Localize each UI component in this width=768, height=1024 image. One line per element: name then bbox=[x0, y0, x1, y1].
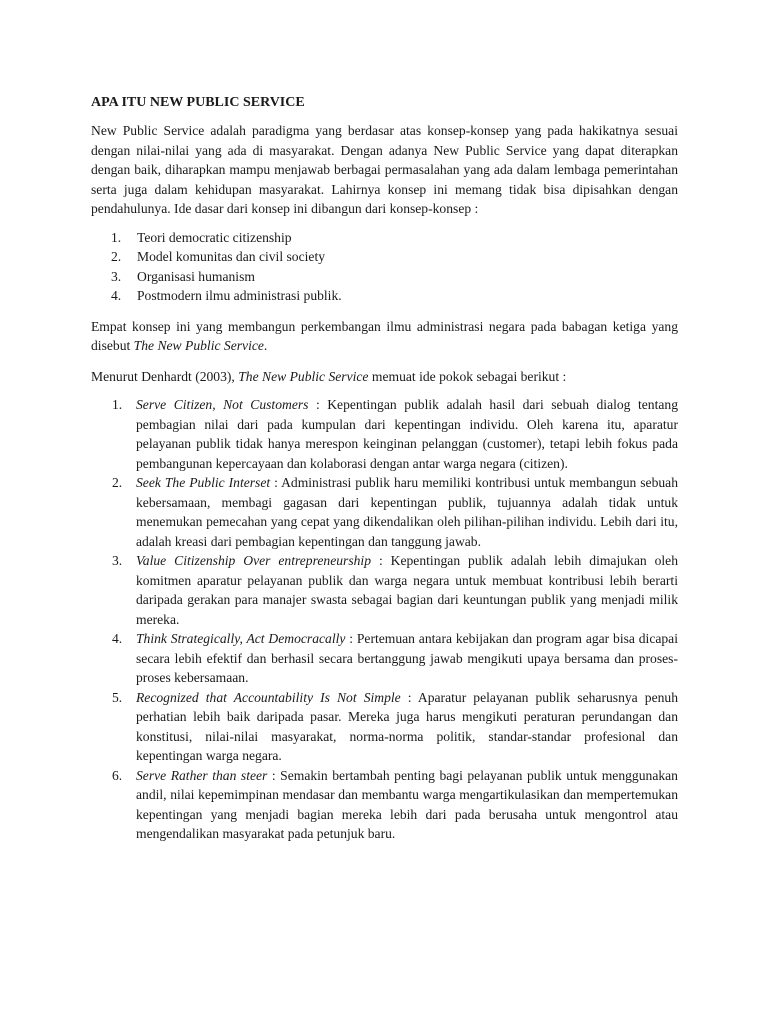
idea-body: : Aparatur pelayanan publik seharusnya penuh perhatian lebih baik daripada pasar. Mereka juga harus mengikuti peraturan perundangan dan konstitusi, nilai-nilai masyarakat, norma-norma politik, standar-standar profesional dan kepentingan warga negara. bbox=[136, 689, 679, 763]
page-title: APA ITU NEW PUBLIC SERVICE bbox=[91, 95, 305, 110]
paragraph-four-concepts bbox=[91, 317, 678, 356]
idea-body: : Kepentingan publik adalah hasil dari sebuah dialog tentang pembagian nilai dari pada kumpulan dari kepentingan individu. Oleh karena itu, aparatur pelayanan publik tidak hanya merespon keinginan pelanggan (customer), tetapi lebih fokus pada pembangunan kepercayaan dan kolaborasi dengan antar warga negara (citizen). bbox=[136, 397, 678, 471]
list-item bbox=[91, 395, 678, 473]
list-item bbox=[91, 473, 678, 551]
para2-end: . bbox=[263, 338, 268, 353]
idea-heading: Serve Rather than steer bbox=[136, 767, 268, 783]
list-item bbox=[91, 267, 678, 287]
idea-heading: Recognized that Accountability Is Not Simple bbox=[136, 689, 401, 705]
list-item bbox=[91, 551, 678, 629]
idea-heading: Value Citizenship Over entrepreneurship bbox=[136, 553, 371, 568]
para3-italic: The New Public Service bbox=[238, 368, 369, 384]
para3-text: Menurut Denhardt (2003), bbox=[91, 368, 239, 384]
idea-body: : Kepentingan publik adalah lebih dimajukan oleh komitmen aparatur pelayanan publik dan warga negara untuk membuat kontribusi lebih berarti daripada gerakan para manajer swasta sebagai bagian dari keuntungan publik yang menjadi milik mereka. bbox=[136, 553, 678, 627]
list-item-number: 2. bbox=[112, 475, 123, 490]
idea-heading: Think Strategically, Act Democracally bbox=[136, 631, 346, 646]
list-item bbox=[91, 247, 678, 267]
concept-list bbox=[91, 228, 678, 306]
list-item-text: Model komunitas dan civil society bbox=[137, 249, 326, 264]
para2-italic: The New Public Service bbox=[133, 338, 264, 353]
list-item-number: 1. bbox=[112, 397, 123, 412]
ideas-list bbox=[91, 395, 678, 844]
list-item-number: 3. bbox=[111, 268, 122, 284]
list-item-text: Teori democratic citizenship bbox=[137, 229, 292, 245]
list-item bbox=[91, 286, 678, 306]
para3-end: memuat ide pokok sebagai berikut : bbox=[368, 368, 567, 384]
list-item bbox=[91, 688, 678, 766]
list-item-number: 4. bbox=[111, 288, 122, 303]
list-item bbox=[91, 629, 678, 688]
list-item bbox=[91, 766, 678, 844]
paragraph-denhardt bbox=[91, 367, 678, 387]
idea-heading: Seek The Public Interset bbox=[136, 475, 271, 490]
list-item-number: 2. bbox=[111, 249, 122, 264]
intro-paragraph: New Public Service adalah paradigma yang berdasar atas konsep-konsep yang pada hakikatnya sesuai dengan nilai-nilai yang ada di masyarakat. Dengan adanya New Public Service yang dapat diterapkan dengan baik, diharapkan mampu menjawab berbagai permasalahan yang ada dalam lembaga pemerintahan serta juga dalam kehidupan masyarakat. Lahirnya konsep ini memang tidak bisa dipisahkan dengan pendahulunya. Ide dasar dari konsep ini dibangun dari konsep-konsep : bbox=[91, 123, 678, 216]
idea-body: : Administrasi publik haru memiliki kontribusi untuk membangun sebuah kebersamaan, membagi gagasan dari kepentingan publik, tujuannya adalah tidak untuk menemukan pemecahan yang cepat yang dikendalikan oleh pilihan-pilihan individu. Lebih dari itu, adalah kreasi dari pembagian kepentingan dan tanggung jawab. bbox=[136, 475, 678, 549]
list-item-number: 5. bbox=[112, 689, 123, 705]
list-item-text: Organisasi humanism bbox=[137, 268, 255, 284]
para2-text: Empat konsep ini yang membangun perkembangan ilmu administrasi negara pada babagan ketiga yang disebut bbox=[91, 318, 678, 353]
list-item-number: 3. bbox=[112, 553, 123, 568]
idea-body: : Semakin bertambah penting bagi pelayanan publik untuk menggunakan andil, nilai kepemimpinan mendasar dan membantu warga mengartikulasikan dan mempertemukan kepentingan yang menjadi bagian mereka lebih dari pada berusaha untuk mengontrol atau mengendalikan masyarakat pada petunjuk baru. bbox=[136, 767, 678, 841]
idea-body: : Pertemuan antara kebijakan dan program agar bisa dicapai secara lebih efektif dan berhasil secara bertanggung jawab mengikuti upaya bersama dan proses-proses kebersamaan. bbox=[136, 631, 678, 685]
idea-heading: Serve Citizen, Not Customers bbox=[136, 397, 309, 412]
list-item bbox=[91, 228, 678, 248]
list-item-number: 6. bbox=[112, 767, 123, 783]
list-item-number: 4. bbox=[112, 631, 123, 646]
list-item-text: Postmodern ilmu administrasi publik. bbox=[137, 288, 342, 303]
list-item-number: 1. bbox=[111, 229, 122, 245]
